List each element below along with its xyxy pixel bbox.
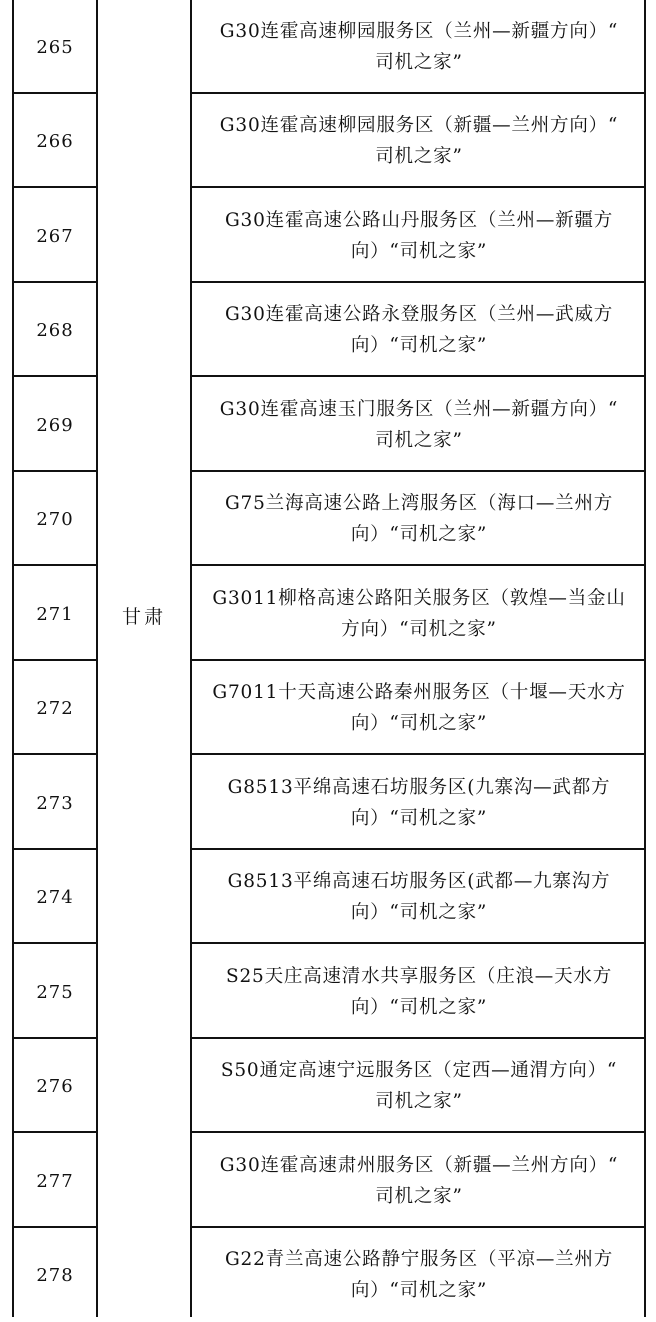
- service-area-name: G30连霍高速玉门服务区（兰州—新疆方向）“ 司机之家”: [219, 399, 619, 451]
- table-row: [0, 378, 656, 472]
- row-divider: [190, 942, 646, 944]
- row-number: 278: [36, 1264, 74, 1286]
- service-area-name: G7011十天高速公路秦州服务区（十堰—天水方 向）“司机之家”: [212, 682, 626, 734]
- row-number: 272: [36, 697, 74, 719]
- service-area-name: G22青兰高速公路静宁服务区（平凉—兰州方 向）“司机之家”: [224, 1249, 614, 1301]
- row-number: 266: [36, 130, 74, 152]
- row-divider: [12, 1131, 96, 1133]
- service-area-name: G30连霍高速柳园服务区（新疆—兰州方向）“ 司机之家”: [219, 115, 619, 167]
- row-number: 277: [36, 1170, 74, 1192]
- province-cell: 甘肃: [121, 605, 166, 628]
- service-area-name: G8513平绵高速石坊服务区(武都—九寨沟方 向）“司机之家”: [227, 871, 611, 923]
- row-divider: [12, 753, 96, 755]
- service-area-name: G30连霍高速公路山丹服务区（兰州—新疆方 向）“司机之家”: [224, 210, 614, 262]
- service-area-name: G30连霍高速柳园服务区（兰州—新疆方向）“ 司机之家”: [219, 21, 619, 73]
- table-row: [0, 1039, 656, 1133]
- table-row: [0, 850, 656, 944]
- service-area-name: G3011柳格高速公路阳关服务区（敦煌—当金山 方向）“司机之家”: [212, 588, 626, 640]
- table-row: [0, 661, 656, 755]
- row-number: 269: [36, 414, 74, 436]
- row-number: 271: [36, 603, 74, 625]
- row-divider: [190, 564, 646, 566]
- service-area-name: S25天庄高速清水共享服务区（庄浪—天水方 向）“司机之家”: [225, 966, 612, 1018]
- row-divider: [12, 375, 96, 377]
- table-row: [0, 1228, 656, 1322]
- table-row: [0, 94, 656, 188]
- service-area-name: S50通定高速宁远服务区（定西—通渭方向）“ 司机之家”: [220, 1060, 618, 1112]
- row-number: 267: [36, 225, 74, 247]
- row-number: 274: [36, 886, 74, 908]
- row-number: 276: [36, 1075, 74, 1097]
- row-divider: [190, 753, 646, 755]
- table-row: [0, 1134, 656, 1228]
- row-divider: [190, 375, 646, 377]
- row-number: 273: [36, 792, 74, 814]
- row-divider: [190, 1131, 646, 1133]
- table-row: [0, 472, 656, 566]
- service-area-name: G30连霍高速公路永登服务区（兰州—武威方 向）“司机之家”: [224, 304, 614, 356]
- row-number: 265: [36, 36, 74, 58]
- service-area-name: G30连霍高速肃州服务区（新疆—兰州方向）“ 司机之家”: [219, 1155, 619, 1207]
- row-divider: [190, 186, 646, 188]
- row-number: 268: [36, 319, 74, 341]
- row-divider: [12, 186, 96, 188]
- row-divider: [12, 942, 96, 944]
- table-row: [0, 283, 656, 377]
- row-divider: [12, 564, 96, 566]
- row-number: 275: [36, 981, 74, 1003]
- row-number: 270: [36, 508, 74, 530]
- table-row: [0, 756, 656, 850]
- service-area-name: G8513平绵高速石坊服务区(九寨沟—武都方 向）“司机之家”: [227, 777, 611, 829]
- table-row: [0, 189, 656, 283]
- service-area-name: G75兰海高速公路上湾服务区（海口—兰州方 向）“司机之家”: [224, 493, 614, 545]
- table-row: [0, 0, 656, 94]
- table-row: [0, 945, 656, 1039]
